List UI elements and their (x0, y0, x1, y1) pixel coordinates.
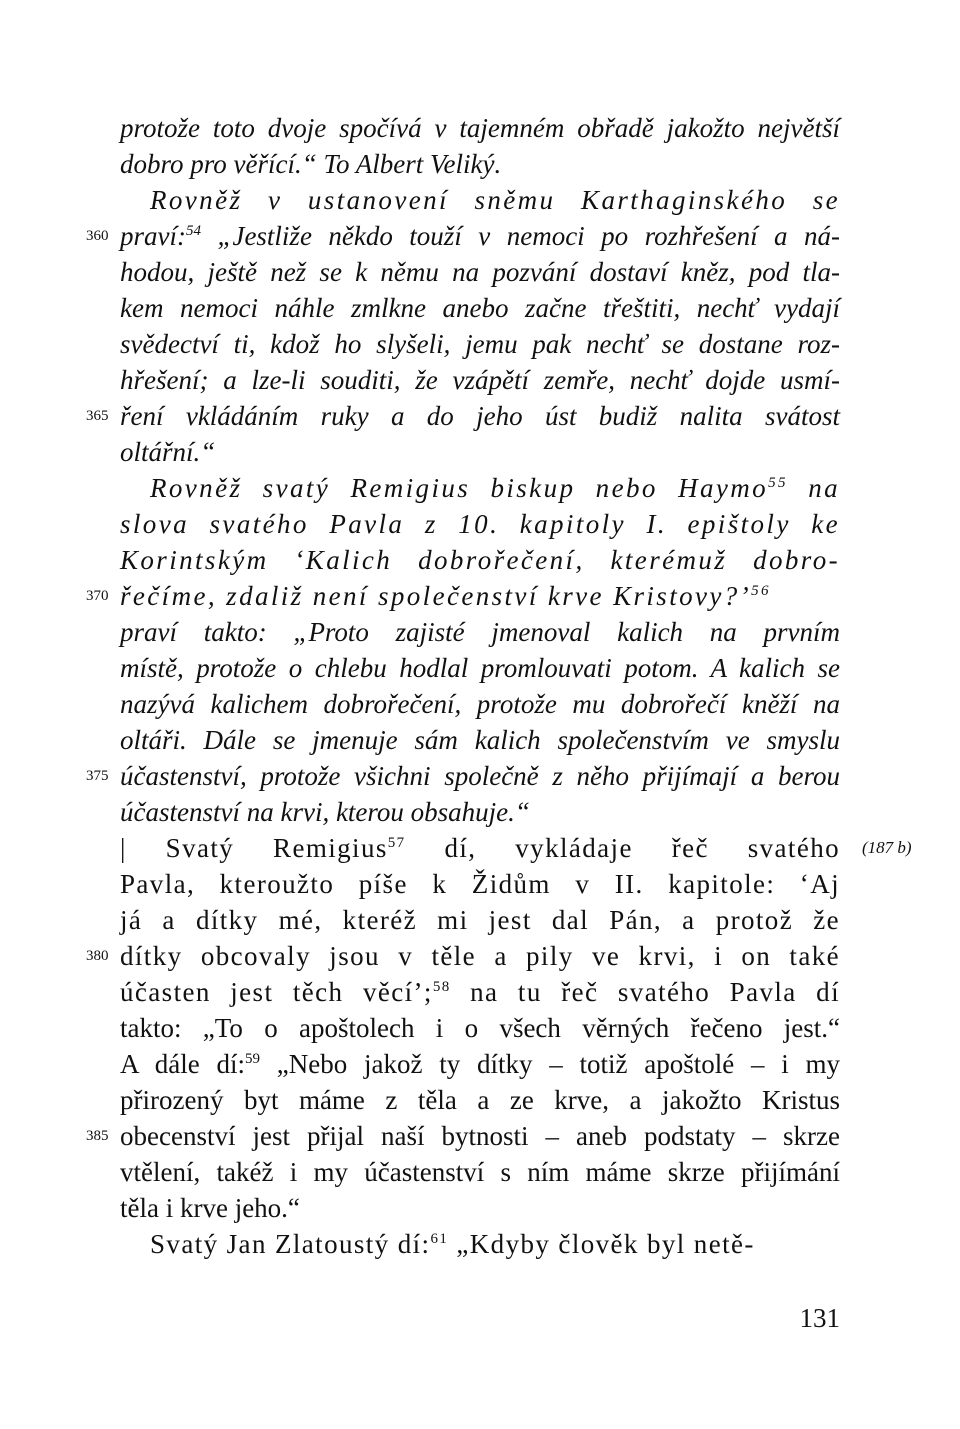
text-segment: já a dítky mé, kteréž mi jest dal Pán, a protož že (120, 905, 840, 935)
line-number-375: 375 (86, 768, 109, 784)
text-segment: „Jestliže někdo touží v nemoci po rozhřešení a ná- (200, 221, 840, 251)
text-line (120, 1154, 840, 1190)
line-number-360: 360 (86, 228, 109, 244)
text-segment: na (787, 473, 840, 503)
text-line (120, 974, 840, 1010)
text-segment: účastenství na krvi, kterou obsahuje.“ (120, 797, 530, 827)
text-segment: Korintským ‘Kalich dobrořečení, kterémuž dobro- (120, 545, 840, 575)
text-segment: Rovněž v ustanovení sněmu Karthaginského se (150, 185, 840, 215)
footnote-ref: 58 (432, 979, 451, 995)
text-segment: dítky obcovaly jsou v těle a pily ve krvi, i on také (120, 941, 840, 971)
text-segment: slova svatého Pavla z 10. kapitoly I. epištoly ke (120, 509, 840, 539)
text-segment: praví: (120, 221, 186, 251)
text-line (120, 326, 840, 362)
text-line (150, 1226, 840, 1262)
text-line (120, 866, 840, 902)
text-segment: Pavla, kteroužto píše k Židům v II. kapitole: ‘Aj (120, 869, 840, 899)
text-segment: ření vkládáním ruky a do jeho úst budiž nalita svátost (120, 401, 840, 431)
text-line (120, 578, 840, 614)
text-segment: nazývá kalichem dobrořečení, protože mu dobrořečí kněží na (120, 689, 840, 719)
text-line (120, 290, 840, 326)
text-line (120, 434, 840, 470)
line-number-380: 380 (86, 948, 109, 964)
text-segment: na tu řeč svatého Pavla dí (450, 977, 840, 1007)
text-line (120, 398, 840, 434)
text-segment: Rovněž svatý Remigius biskup nebo Haymo (150, 473, 769, 503)
text-segment: vtělení, takéž i my účastenství s ním máme skrze přijímání (120, 1157, 840, 1187)
text-line (150, 182, 840, 218)
text-segment: místě, protože o chlebu hodlal promlouvati potom. A kalich se (120, 653, 840, 683)
text-segment: | Svatý Remigius (120, 833, 388, 863)
footnote-ref: 54 (185, 223, 201, 239)
text-line (120, 758, 840, 794)
text-segment: A dále dí: (120, 1049, 245, 1079)
text-line (120, 650, 840, 686)
text-line (120, 902, 840, 938)
text-line (120, 938, 840, 974)
footnote-ref: 55 (768, 475, 788, 491)
text-segment: praví takto: „Proto zajisté jmenoval kalich na prvním (120, 617, 840, 647)
footnote-ref: 59 (245, 1051, 260, 1067)
footnote-ref: 57 (387, 835, 406, 851)
text-line (120, 794, 840, 830)
text-segment: oltářní.“ (120, 437, 216, 467)
text-segment: takto: „To o apoštolech i o všech věrných řečeno jest.“ (120, 1013, 840, 1043)
text-segment: těla i krve jeho.“ (120, 1193, 300, 1223)
text-segment: dobro pro věřící.“ To Albert Veliký. (120, 149, 502, 179)
text-segment: „Kdyby člověk byl netě- (448, 1229, 755, 1259)
text-line (120, 1190, 840, 1226)
text-segment: dí, vykládaje řeč svatého (405, 833, 841, 863)
text-line (120, 686, 840, 722)
text-segment: kem nemoci náhle zmlkne anebo začne třeštiti, nechť vydají (120, 293, 840, 323)
text-line (120, 722, 840, 758)
text-line (120, 506, 840, 542)
text-line (120, 146, 840, 182)
line-number-385: 385 (86, 1128, 109, 1144)
text-line (120, 1010, 840, 1046)
text-segment: protože toto dvoje spočívá v tajemném obřadě jakožto největší (120, 113, 840, 143)
text-line (120, 614, 840, 650)
text-line (150, 470, 840, 506)
margin-note: (187 b) (862, 838, 912, 857)
text-line (120, 542, 840, 578)
text-segment: účasten jest těch věcí’; (120, 977, 433, 1007)
text-segment: svědectví ti, kdož ho slyšeli, jemu pak nechť se dostane roz- (120, 329, 840, 359)
page-number: 131 (799, 1303, 840, 1333)
text-segment: přirozený byt máme z těla a ze krve, a jakožto Kristus (120, 1085, 840, 1115)
text-segment: oltáři. Dále se jmenuje sám kalich společenstvím ve smyslu (120, 725, 840, 755)
text-segment: hřešení; a lze-li souditi, že vzápětí zemře, nechť dojde usmí- (120, 365, 840, 395)
text-line (120, 362, 840, 398)
text-line (120, 1118, 840, 1154)
text-line (120, 830, 840, 866)
text-segment: hodou, ještě než se k němu na pozvání dostaví kněz, pod tla- (120, 257, 840, 287)
line-number-365: 365 (86, 408, 109, 424)
text-line (120, 1082, 840, 1118)
text-line (120, 254, 840, 290)
text-segment: Svatý Jan Zlatoustý dí: (150, 1229, 431, 1259)
text-line (120, 218, 840, 254)
text-line (120, 110, 840, 146)
text-segment: účastenství, protože všichni společně z něho přijímají a berou (120, 761, 840, 791)
text-segment: „Nebo jakož ty dítky – totiž apoštolé – i my (260, 1049, 840, 1079)
footnote-ref: 56 (751, 583, 771, 599)
line-number-370: 370 (86, 588, 109, 604)
text-segment: řečíme, zdaliž není společenství krve Kristovy?’ (120, 581, 752, 611)
text-line (120, 1046, 840, 1082)
text-segment: obecenství jest přijal naší bytnosti – aneb podstaty – skrze (120, 1121, 840, 1151)
footnote-ref: 61 (430, 1231, 449, 1247)
